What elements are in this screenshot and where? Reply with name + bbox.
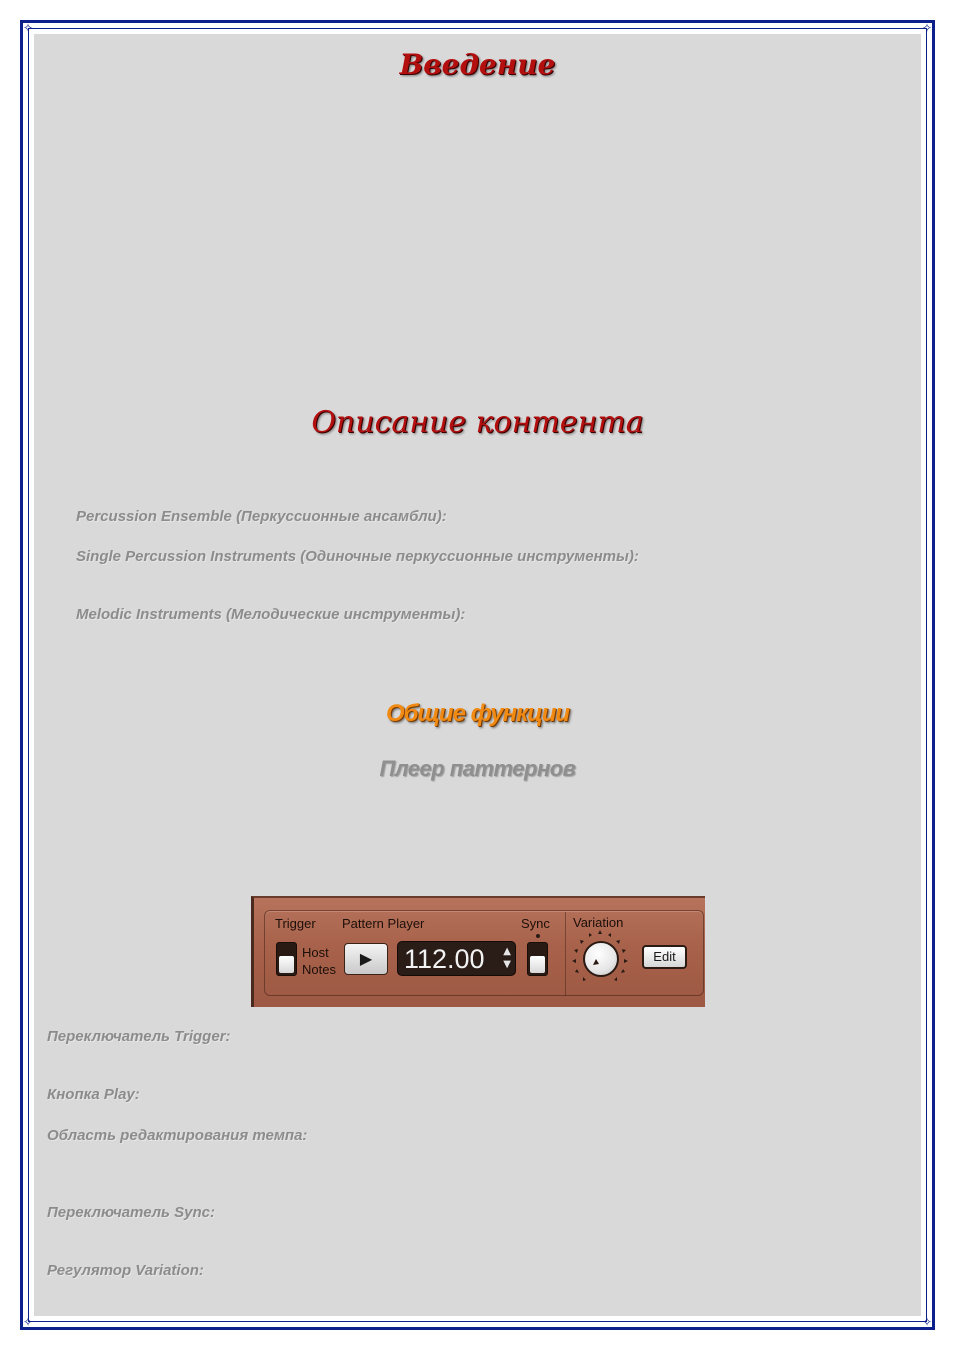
heading-content-description: Описание контента (311, 405, 644, 440)
panel-divider (565, 912, 566, 996)
heading-pattern-player: Плеер паттернов (379, 756, 576, 781)
corner-ornament-icon: ✧ (921, 1315, 933, 1329)
control-item-trigger: Переключатель Trigger: (47, 1028, 231, 1045)
knob-pointer-icon (591, 953, 605, 967)
heading-general-functions: Общие функции (385, 700, 570, 727)
trigger-label: Trigger (275, 916, 316, 931)
content-item-single-percussion: Single Percussion Instruments (Одиночные перкуссионные инструменты): (76, 548, 639, 565)
edit-button[interactable]: Edit (642, 945, 687, 969)
content-item-percussion-ensemble: Percussion Ensemble (Перкуссионные ансамбли): (76, 508, 447, 525)
corner-ornament-icon: ✧ (921, 21, 933, 35)
tempo-value: 112.00 (404, 944, 485, 974)
sync-toggle[interactable] (527, 942, 548, 976)
tempo-field[interactable] (397, 941, 516, 976)
page-background (34, 34, 921, 1316)
host-label: Host (302, 945, 329, 960)
control-item-tempo: Область редактирования темпа: (47, 1127, 308, 1144)
notes-label: Notes (302, 962, 336, 977)
control-item-sync: Переключатель Sync: (47, 1204, 215, 1221)
play-button[interactable] (344, 943, 388, 975)
corner-ornament-icon: ✧ (22, 21, 34, 35)
pattern-player-label: Pattern Player (342, 916, 425, 931)
sync-label: Sync (521, 916, 550, 931)
play-icon: ▶ (359, 949, 373, 968)
trigger-toggle[interactable] (276, 942, 297, 976)
corner-ornament-icon: ✧ (22, 1315, 34, 1329)
variation-label: Variation (573, 915, 624, 930)
control-item-variation: Регулятор Variation: (47, 1262, 204, 1279)
heading-intro: Введение (399, 48, 556, 81)
sync-indicator (536, 934, 540, 938)
control-item-play: Кнопка Play: (47, 1086, 140, 1103)
tempo-stepper-icon[interactable]: ▲ ▼ (503, 946, 511, 970)
content-item-melodic-instruments: Melodic Instruments (Мелодические инструменты): (76, 606, 466, 623)
